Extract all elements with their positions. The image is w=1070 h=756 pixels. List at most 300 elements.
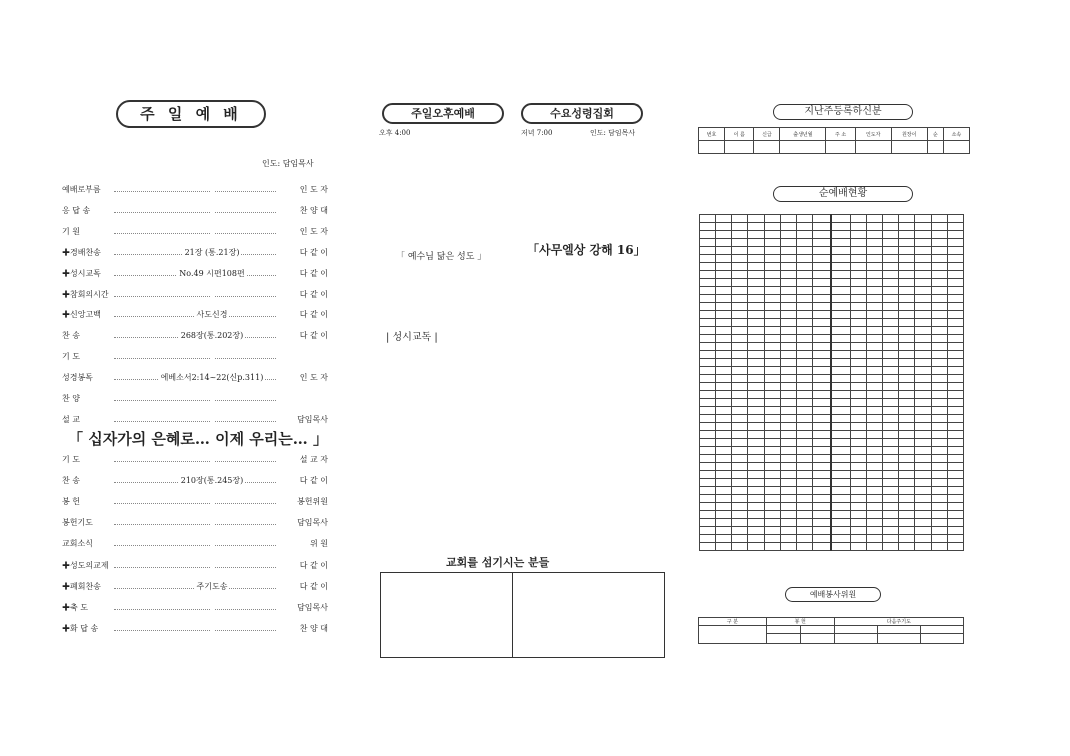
newcomer-cell xyxy=(855,141,891,154)
attendance-cell xyxy=(813,271,832,279)
attendance-cell xyxy=(796,279,812,287)
worship-item-leader: 찬 양 대 xyxy=(299,623,328,633)
attendance-cell xyxy=(931,439,947,447)
attendance-cell xyxy=(764,471,780,479)
worship-item xyxy=(62,623,328,637)
attendance-cell xyxy=(947,455,963,463)
attendance-cell xyxy=(700,343,716,351)
attendance-cell xyxy=(813,223,832,231)
worship-item-leader: 찬 양 대 xyxy=(299,205,328,215)
attendance-cell xyxy=(764,519,780,527)
attendance-cell xyxy=(931,271,947,279)
attendance-cell xyxy=(748,383,764,391)
wednesday-service-title: 수요성령집회 xyxy=(521,103,643,124)
attendance-cell xyxy=(915,543,931,551)
attendance-cell xyxy=(732,447,748,455)
attendance-cell xyxy=(883,343,899,351)
attendance-cell xyxy=(700,503,716,511)
attendance-cell xyxy=(700,495,716,503)
attendance-cell xyxy=(850,343,866,351)
attendance-cell xyxy=(831,487,850,495)
worship-item xyxy=(62,602,328,616)
attendance-cell xyxy=(947,479,963,487)
service-sub xyxy=(766,626,800,634)
attendance-cell xyxy=(947,335,963,343)
attendance-cell xyxy=(700,231,716,239)
afternoon-sermon: 「 예수님 닮은 성도 」 xyxy=(396,252,487,262)
attendance-cell xyxy=(780,527,796,535)
worship-item-label: 봉헌기도 xyxy=(62,518,93,528)
attendance-cell xyxy=(796,239,812,247)
attendance-cell xyxy=(899,327,915,335)
attendance-cell xyxy=(931,255,947,263)
attendance-cell xyxy=(850,351,866,359)
attendance-cell xyxy=(947,359,963,367)
attendance-cell xyxy=(813,495,832,503)
attendance-cell xyxy=(947,423,963,431)
attendance-cell xyxy=(780,319,796,327)
attendance-cell xyxy=(915,359,931,367)
attendance-cell xyxy=(831,247,850,255)
attendance-cell xyxy=(764,439,780,447)
attendance-cell xyxy=(748,287,764,295)
attendance-cell xyxy=(915,295,931,303)
attendance-cell xyxy=(831,271,850,279)
attendance-cell xyxy=(883,271,899,279)
attendance-cell xyxy=(866,455,882,463)
attendance-cell xyxy=(850,423,866,431)
attendance-cell xyxy=(931,223,947,231)
worship-item-detail xyxy=(154,454,270,463)
attendance-cell xyxy=(732,479,748,487)
newcomer-cell xyxy=(927,141,943,154)
attendance-cell xyxy=(813,391,832,399)
attendance-cell xyxy=(700,471,716,479)
attendance-cell xyxy=(883,255,899,263)
attendance-cell xyxy=(850,231,866,239)
attendance-cell xyxy=(813,511,832,519)
attendance-cell xyxy=(700,543,716,551)
newcomer-header-cell: 원장이 xyxy=(891,128,927,141)
attendance-cell xyxy=(850,503,866,511)
attendance-header-cell xyxy=(883,215,899,223)
attendance-cell xyxy=(780,503,796,511)
attendance-cell xyxy=(866,319,882,327)
afternoon-worship-title: 주일오후예배 xyxy=(382,103,504,124)
attendance-cell xyxy=(796,223,812,231)
attendance-cell xyxy=(947,399,963,407)
worship-item-detail: 에베소서2:14~22(신p.311) xyxy=(160,373,264,383)
attendance-cell xyxy=(813,503,832,511)
attendance-cell xyxy=(813,487,832,495)
attendance-cell xyxy=(947,463,963,471)
attendance-cell xyxy=(764,319,780,327)
service-header-type: 구 분 xyxy=(699,618,767,626)
attendance-cell xyxy=(850,311,866,319)
attendance-cell xyxy=(796,351,812,359)
worship-item-detail xyxy=(154,226,270,235)
attendance-cell xyxy=(850,511,866,519)
worship-item-detail: 268장(통.202장) xyxy=(180,331,244,341)
attendance-cell xyxy=(850,463,866,471)
attendance-cell xyxy=(850,247,866,255)
attendance-header-cell xyxy=(764,215,780,223)
attendance-cell xyxy=(915,303,931,311)
worship-item-leader: 설 교 자 xyxy=(299,455,328,464)
attendance-cell xyxy=(850,367,866,375)
worship-item-label: 성경봉독 xyxy=(62,373,93,383)
worship-item-leader: 담임목사 xyxy=(297,602,328,612)
worship-item-leader: 위 원 xyxy=(310,539,328,549)
newcomer-header-cell: 순 xyxy=(927,128,943,141)
attendance-cell xyxy=(700,383,716,391)
worship-item-label: ✚성시교독 xyxy=(62,268,101,278)
attendance-cell xyxy=(915,431,931,439)
attendance-cell xyxy=(796,303,812,311)
attendance-cell xyxy=(780,287,796,295)
attendance-cell xyxy=(850,415,866,423)
attendance-cell xyxy=(796,543,812,551)
attendance-cell xyxy=(796,399,812,407)
attendance-cell xyxy=(931,375,947,383)
attendance-cell xyxy=(732,415,748,423)
attendance-cell xyxy=(866,239,882,247)
attendance-cell xyxy=(700,527,716,535)
attendance-cell xyxy=(899,439,915,447)
attendance-cell xyxy=(850,271,866,279)
worship-item xyxy=(62,517,328,531)
worship-item xyxy=(62,184,328,198)
attendance-cell xyxy=(866,351,882,359)
attendance-header-cell xyxy=(947,215,963,223)
attendance-cell xyxy=(796,495,812,503)
attendance-cell xyxy=(947,287,963,295)
attendance-cell xyxy=(780,311,796,319)
attendance-cell xyxy=(716,519,732,527)
attendance-cell xyxy=(780,271,796,279)
attendance-cell xyxy=(796,447,812,455)
attendance-cell xyxy=(764,311,780,319)
attendance-cell xyxy=(796,295,812,303)
attendance-cell xyxy=(813,455,832,463)
attendance-cell xyxy=(716,295,732,303)
attendance-cell xyxy=(899,335,915,343)
worship-item-label: 찬 송 xyxy=(62,331,80,341)
attendance-header-cell xyxy=(732,215,748,223)
attendance-cell xyxy=(700,415,716,423)
attendance-cell xyxy=(883,367,899,375)
worship-item-detail: 210장(통.245장) xyxy=(180,476,244,486)
attendance-cell xyxy=(700,367,716,375)
attendance-cell xyxy=(796,487,812,495)
attendance-cell xyxy=(813,479,832,487)
attendance-cell xyxy=(748,439,764,447)
attendance-cell xyxy=(796,415,812,423)
attendance-cell xyxy=(850,399,866,407)
newcomer-cell xyxy=(943,141,969,154)
attendance-cell xyxy=(748,343,764,351)
attendance-cell xyxy=(748,447,764,455)
attendance-cell xyxy=(780,479,796,487)
newcomer-header-cell: 이 름 xyxy=(725,128,754,141)
attendance-cell xyxy=(899,479,915,487)
attendance-cell xyxy=(813,519,832,527)
attendance-cell xyxy=(915,519,931,527)
attendance-cell xyxy=(700,535,716,543)
attendance-cell xyxy=(883,375,899,383)
worship-item xyxy=(62,560,328,574)
attendance-cell xyxy=(796,287,812,295)
attendance-cell xyxy=(899,263,915,271)
attendance-cell xyxy=(813,311,832,319)
worship-item-label: 응 답 송 xyxy=(62,205,91,215)
attendance-cell xyxy=(748,263,764,271)
attendance-cell xyxy=(883,359,899,367)
attendance-cell xyxy=(748,415,764,423)
attendance-cell xyxy=(931,399,947,407)
attendance-cell xyxy=(780,423,796,431)
attendance-cell xyxy=(780,487,796,495)
attendance-cell xyxy=(700,279,716,287)
attendance-cell xyxy=(883,455,899,463)
service-sub xyxy=(834,626,877,634)
attendance-cell xyxy=(915,311,931,319)
attendance-cell xyxy=(716,279,732,287)
attendance-header-cell xyxy=(780,215,796,223)
attendance-cell xyxy=(931,423,947,431)
attendance-cell xyxy=(915,447,931,455)
attendance-cell xyxy=(796,423,812,431)
attendance-cell xyxy=(796,407,812,415)
attendance-cell xyxy=(813,343,832,351)
attendance-cell xyxy=(899,311,915,319)
attendance-cell xyxy=(813,231,832,239)
attendance-cell xyxy=(831,359,850,367)
attendance-cell xyxy=(831,279,850,287)
attendance-cell xyxy=(700,271,716,279)
attendance-cell xyxy=(915,271,931,279)
attendance-header-cell xyxy=(866,215,882,223)
worship-item-label: 찬 양 xyxy=(62,394,80,403)
attendance-cell xyxy=(748,503,764,511)
attendance-cell xyxy=(732,255,748,263)
attendance-header-cell xyxy=(796,215,812,223)
attendance-cell xyxy=(700,399,716,407)
attendance-cell xyxy=(850,303,866,311)
attendance-cell xyxy=(899,487,915,495)
attendance-cell xyxy=(748,239,764,247)
attendance-cell xyxy=(732,263,748,271)
attendance-cell xyxy=(748,359,764,367)
attendance-cell xyxy=(899,279,915,287)
attendance-cell xyxy=(716,263,732,271)
attendance-cell xyxy=(831,471,850,479)
attendance-cell xyxy=(700,463,716,471)
worship-item xyxy=(62,330,328,344)
attendance-cell xyxy=(813,423,832,431)
attendance-cell xyxy=(947,351,963,359)
attendance-cell xyxy=(831,351,850,359)
worship-item-label: 봉 헌 xyxy=(62,497,80,507)
attendance-cell xyxy=(796,319,812,327)
attendance-cell xyxy=(866,223,882,231)
worship-item xyxy=(62,268,328,282)
attendance-cell xyxy=(764,431,780,439)
attendance-cell xyxy=(780,359,796,367)
attendance-cell xyxy=(700,287,716,295)
attendance-cell xyxy=(748,311,764,319)
attendance-cell xyxy=(700,455,716,463)
attendance-cell xyxy=(850,527,866,535)
attendance-cell xyxy=(947,295,963,303)
attendance-cell xyxy=(831,327,850,335)
attendance-cell xyxy=(899,271,915,279)
attendance-cell xyxy=(866,287,882,295)
attendance-cell xyxy=(831,255,850,263)
newcomers-title: 지난주등록하신분 xyxy=(773,104,913,120)
worship-item-detail xyxy=(154,414,270,423)
attendance-cell xyxy=(915,375,931,383)
attendance-cell xyxy=(866,271,882,279)
attendance-cell xyxy=(883,399,899,407)
attendance-cell xyxy=(748,407,764,415)
attendance-cell xyxy=(732,455,748,463)
attendance-cell xyxy=(732,319,748,327)
attendance-cell xyxy=(931,367,947,375)
attendance-cell xyxy=(883,311,899,319)
attendance-cell xyxy=(716,463,732,471)
attendance-cell xyxy=(850,471,866,479)
worship-leader: 인도: 담임목사 xyxy=(262,159,314,168)
attendance-cell xyxy=(831,375,850,383)
service-committee-title: 예배봉사위원 xyxy=(785,587,881,602)
attendance-cell xyxy=(899,511,915,519)
attendance-cell xyxy=(732,223,748,231)
attendance-cell xyxy=(831,439,850,447)
attendance-cell xyxy=(915,415,931,423)
attendance-cell xyxy=(831,503,850,511)
attendance-cell xyxy=(716,231,732,239)
attendance-cell xyxy=(883,327,899,335)
worship-item-detail xyxy=(154,496,270,505)
attendance-cell xyxy=(931,543,947,551)
attendance-cell xyxy=(748,431,764,439)
attendance-cell xyxy=(931,247,947,255)
newcomer-header-cell: 소속 xyxy=(943,128,969,141)
attendance-cell xyxy=(931,359,947,367)
attendance-cell xyxy=(866,343,882,351)
attendance-cell xyxy=(947,407,963,415)
attendance-cell xyxy=(850,295,866,303)
attendance-cell xyxy=(831,383,850,391)
attendance-cell xyxy=(866,335,882,343)
worship-item-leader: 다 같 이 xyxy=(299,581,328,591)
attendance-header-cell xyxy=(700,215,716,223)
attendance-cell xyxy=(748,471,764,479)
attendance-cell xyxy=(831,303,850,311)
attendance-cell xyxy=(931,535,947,543)
attendance-cell xyxy=(899,359,915,367)
attendance-cell xyxy=(947,263,963,271)
attendance-cell xyxy=(915,335,931,343)
service-name xyxy=(766,634,800,644)
attendance-cell xyxy=(915,287,931,295)
attendance-cell xyxy=(748,479,764,487)
attendance-cell xyxy=(700,407,716,415)
attendance-cell xyxy=(899,415,915,423)
attendance-cell xyxy=(813,543,832,551)
newcomer-cell xyxy=(699,141,725,154)
attendance-cell xyxy=(915,343,931,351)
attendance-cell xyxy=(947,495,963,503)
attendance-cell xyxy=(915,511,931,519)
attendance-cell xyxy=(899,367,915,375)
attendance-cell xyxy=(883,463,899,471)
attendance-cell xyxy=(947,511,963,519)
attendance-cell xyxy=(850,407,866,415)
attendance-cell xyxy=(813,463,832,471)
attendance-cell xyxy=(716,479,732,487)
worship-item xyxy=(62,247,328,261)
attendance-cell xyxy=(899,519,915,527)
attendance-cell xyxy=(850,223,866,231)
attendance-cell xyxy=(866,519,882,527)
attendance-cell xyxy=(813,415,832,423)
attendance-cell xyxy=(764,359,780,367)
attendance-cell xyxy=(732,279,748,287)
attendance-cell xyxy=(850,279,866,287)
attendance-cell xyxy=(764,383,780,391)
attendance-cell xyxy=(764,231,780,239)
attendance-cell xyxy=(796,367,812,375)
attendance-cell xyxy=(931,431,947,439)
attendance-cell xyxy=(915,391,931,399)
attendance-cell xyxy=(899,247,915,255)
attendance-cell xyxy=(764,415,780,423)
worship-item-leader: 다 같 이 xyxy=(299,268,328,278)
attendance-cell xyxy=(850,391,866,399)
attendance-cell xyxy=(947,343,963,351)
attendance-cell xyxy=(899,255,915,263)
worship-item xyxy=(62,496,328,510)
attendance-cell xyxy=(850,375,866,383)
attendance-cell xyxy=(813,255,832,263)
worship-item-label: ✚신앙고백 xyxy=(62,310,101,320)
attendance-cell xyxy=(947,535,963,543)
attendance-cell xyxy=(748,487,764,495)
attendance-cell xyxy=(866,447,882,455)
attendance-cell xyxy=(931,263,947,271)
attendance-cell xyxy=(764,407,780,415)
attendance-cell xyxy=(813,327,832,335)
worship-item xyxy=(62,289,328,303)
attendance-cell xyxy=(915,455,931,463)
attendance-cell xyxy=(780,327,796,335)
attendance-cell xyxy=(748,271,764,279)
attendance-title: 순예배현황 xyxy=(773,186,913,202)
attendance-cell xyxy=(883,231,899,239)
attendance-cell xyxy=(947,519,963,527)
attendance-cell xyxy=(931,287,947,295)
attendance-cell xyxy=(780,335,796,343)
attendance-cell xyxy=(700,335,716,343)
attendance-cell xyxy=(831,511,850,519)
attendance-cell xyxy=(764,367,780,375)
attendance-cell xyxy=(899,471,915,479)
attendance-cell xyxy=(748,511,764,519)
attendance-cell xyxy=(866,231,882,239)
attendance-cell xyxy=(931,319,947,327)
